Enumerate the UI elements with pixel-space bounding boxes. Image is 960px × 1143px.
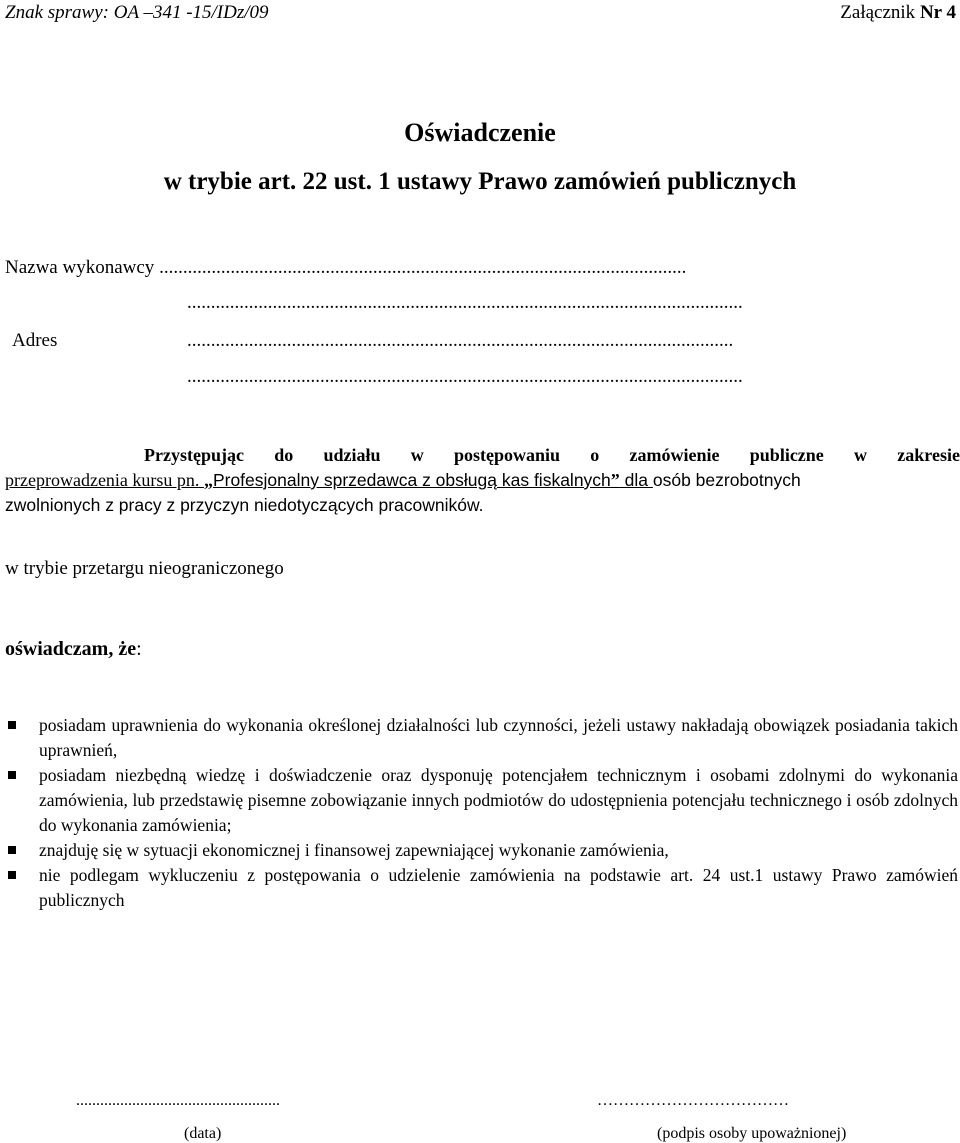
signature-label: (podpis osoby upoważnionej) — [657, 1125, 847, 1142]
square-bullet-icon — [8, 846, 16, 854]
intro-word: postępowaniu — [454, 445, 561, 465]
list-item — [0, 863, 960, 913]
intro-line-3: zwolnionych z pracy z przyczyn niedotyczących pracowników. — [5, 495, 484, 515]
intro-word: zamówienie — [629, 445, 720, 465]
intro-word: w — [854, 445, 868, 465]
address-dots-2: ..................................................................................................................... — [187, 366, 743, 387]
contractor-name-label: Nazwa wykonawcy — [5, 257, 155, 278]
intro-text-c: osób bezrobotnych — [652, 470, 801, 490]
attachment-label — [840, 2, 956, 24]
intro-word: Przystępując — [144, 445, 244, 465]
course-name: Profesjonalny sprzedawca z obsługą kas fiskalnych — [212, 470, 611, 490]
intro-word: publiczne — [749, 445, 824, 465]
list-item — [0, 713, 960, 763]
open-quote: „ — [203, 470, 213, 490]
document-title: Oświadczenie — [404, 118, 556, 147]
list-item — [0, 763, 960, 838]
intro-text-a: przeprowadzenia kursu pn. — [5, 470, 204, 490]
intro-line-1 — [5, 443, 960, 468]
date-dots: ................................................... — [76, 1092, 280, 1109]
intro-word: do — [274, 445, 294, 465]
intro-paragraph — [5, 443, 960, 518]
declaration-heading — [5, 638, 142, 661]
close-quote: ” — [610, 470, 620, 490]
intro-word: zakresie — [897, 445, 960, 465]
procedure-mode: w trybie przetargu nieograniczonego — [5, 558, 284, 579]
statement-text: posiadam uprawnienia do wykonania określonej działalności lub czynności, jeżeli ustawy nakładają obowiązek posiadania takich uprawnień, — [39, 715, 958, 760]
square-bullet-icon — [8, 721, 16, 729]
list-item — [0, 838, 960, 863]
statement-text: znajduję się w sytuacji ekonomicznej i finansowej zapewniającej wykonanie zamówienia, — [39, 840, 669, 860]
intro-word: o — [590, 445, 600, 465]
contractor-name-line — [5, 257, 686, 279]
intro-line-2 — [5, 468, 960, 493]
intro-word: w — [410, 445, 424, 465]
statement-text: posiadam niezbędną wiedzę i doświadczenie oraz dysponuję potencjałem technicznym i osobami zdolnymi do wykonania zamówienia, lub przedstawię pisemne zobowiązanie innych podmiotów do udostępnienia potencjału technicznego i osób zdolnych do wykonania zamówienia; — [39, 765, 958, 835]
address-label: Adres — [12, 330, 58, 351]
square-bullet-icon — [8, 871, 16, 879]
declaration-bold: oświadczam, że — [5, 638, 137, 660]
document-subtitle: w trybie art. 22 ust. 1 ustawy Prawo zamówień publicznych — [163, 168, 797, 195]
intro-text-b: dla — [619, 470, 653, 490]
statement-list — [0, 713, 960, 913]
declaration-colon: : — [136, 638, 142, 660]
date-label: (data) — [184, 1125, 222, 1142]
statement-text: nie podlegam wykluczeniu z postępowania o udzielenie zamówienia na podstawie art. 24 ust.1 ustawy Prawo zamówień publicznych — [39, 865, 958, 910]
attachment-number: Nr 4 — [919, 2, 956, 23]
contractor-name-dots: ............................................................................................................... — [159, 257, 687, 278]
intro-word: udziału — [323, 445, 381, 465]
address-dots: ................................................................................................................... — [187, 330, 734, 351]
case-reference: Znak sprawy: OA –341 -15/IDz/09 — [5, 2, 269, 23]
square-bullet-icon — [8, 771, 16, 779]
signature-dots: ……………………………… — [597, 1092, 789, 1109]
attachment-prefix: Załącznik — [840, 2, 920, 23]
contractor-name-dots-2: ..................................................................................................................... — [187, 292, 743, 313]
